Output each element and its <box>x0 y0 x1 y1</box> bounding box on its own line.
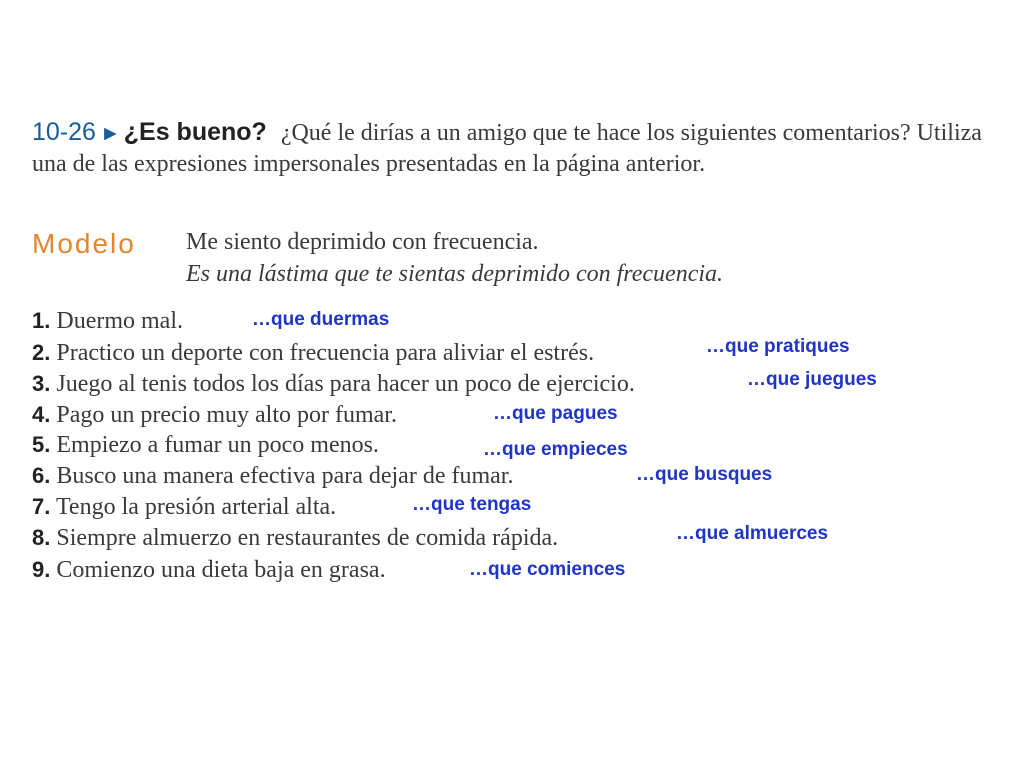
item-number: 9. <box>32 557 51 582</box>
item-number: 6. <box>32 463 51 488</box>
modelo-label: Modelo <box>32 228 136 259</box>
exercise-number: 10-26 <box>32 118 96 146</box>
answer-9: …que comiences <box>469 559 626 580</box>
item-number: 5. <box>32 432 51 457</box>
item-text: Practico un deporte con frecuencia para aliviar el estrés. <box>56 340 595 366</box>
exercise-title: ¿Es bueno? <box>123 118 267 146</box>
play-arrow-icon: ► <box>99 121 121 145</box>
exercise-item-4 <box>32 400 397 430</box>
exercise-item-3 <box>32 369 635 399</box>
item-text: Tengo la presión arterial alta. <box>55 494 337 520</box>
exercise-item-2 <box>32 338 594 368</box>
answer-2: …que pratiques <box>706 336 850 357</box>
answer-7: …que tengas <box>412 494 532 515</box>
item-number: 3. <box>32 371 51 396</box>
item-number: 8. <box>32 525 51 550</box>
exercise-item-7 <box>32 492 336 522</box>
exercise-header <box>32 117 992 180</box>
modelo-statement: Me siento deprimido con frecuencia. <box>186 229 539 255</box>
exercise-item-8 <box>32 523 558 553</box>
exercise-item-6 <box>32 461 513 491</box>
exercise-instructions-block <box>32 117 992 180</box>
item-number: 2. <box>32 340 51 365</box>
item-number: 1. <box>32 308 51 333</box>
modelo-example <box>32 226 992 292</box>
item-text: Siempre almuerzo en restaurantes de comida rápida. <box>56 525 559 551</box>
answer-4: …que pagues <box>493 403 618 424</box>
exercise-instructions: ¿Qué le dirías a un amigo que te hace los siguientes comentarios? Utiliza una de las expresiones impersonales presentadas en la página anterior. <box>32 120 982 177</box>
item-number: 7. <box>32 494 51 519</box>
item-text: Busco una manera efectiva para dejar de fumar. <box>56 463 514 489</box>
answer-3: …que juegues <box>747 369 877 390</box>
item-text: Duermo mal. <box>56 308 183 334</box>
item-text: Comienzo una dieta baja en grasa. <box>56 557 386 583</box>
exercise-item-1 <box>32 306 183 336</box>
answer-5: …que empieces <box>483 439 628 460</box>
answer-1: …que duermas <box>252 309 390 330</box>
exercise-item-9 <box>32 555 386 585</box>
item-number: 4. <box>32 402 51 427</box>
item-text: Pago un precio muy alto por fumar. <box>56 402 397 428</box>
item-text: Empiezo a fumar un poco menos. <box>56 432 379 458</box>
exercise-item-5 <box>32 430 379 460</box>
modelo-response: Es una lástima que te sientas deprimido con frecuencia. <box>186 261 724 287</box>
item-text: Juego al tenis todos los días para hacer un poco de ejercicio. <box>56 371 635 397</box>
answer-8: …que almuerces <box>676 523 829 544</box>
answer-6: …que busques <box>636 464 773 485</box>
